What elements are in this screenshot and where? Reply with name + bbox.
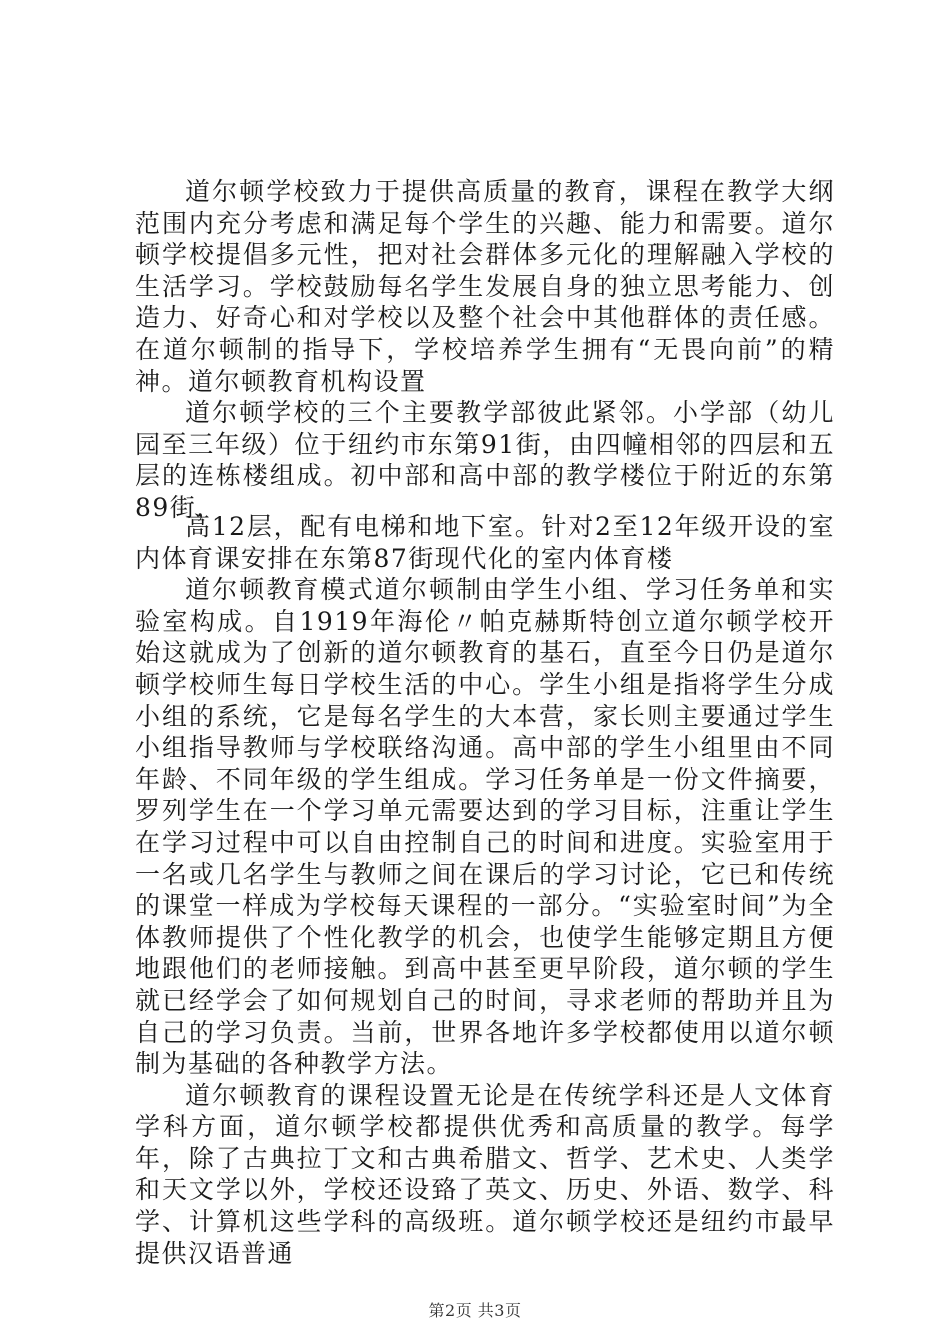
- paragraph-curriculum: 道尔顿教育的课程设置无论是在传统学科还是人文体育学科方面，道尔顿学校都提供优秀和高质量的教学。每学年，除了古典拉丁文和古典希腊文、哲学、艺术史、人类学和天文学以外，学校还设臵了英文、历史、外语、数学、科学、计算机这些学科的高级班。道尔顿学校还是纽约市最早提供汉语普通: [135, 1080, 835, 1268]
- text-block-bottom: [135, 511, 835, 1269]
- page-number-footer: 第2页 共3页: [428, 1301, 522, 1320]
- paragraph-intro: 道尔顿学校致力于提供高质量的教育，课程在教学大纲范围内充分考虑和满足每个学生的兴趣、能力和需要。道尔顿学校提倡多元性，把对社会群体多元化的理解融入学校的生活学习。学校鼓励每名学生发展自身的独立思考能力、创造力、好奇心和对学校以及整个社会中其他群体的责任感。在道尔顿制的指导下，学校培养学生拥有“无畏向前”的精神。道尔顿教育机构设置: [135, 177, 835, 396]
- paragraph-dalton-plan: 道尔顿教育模式道尔顿制由学生小组、学习任务单和实验室构成。自1919年海伦〃帕克赫斯特创立道尔顿学校开始这就成为了创新的道尔顿教育的基石，直至今日仍是道尔顿学校师生每日学校生活的中心。学生小组是指将学生分成小组的系统，它是每名学生的大本营，家长则主要通过学生小组指导教师与学校联络沟通。高中部的学生小组里由不同年龄、不同年级的学生组成。学习任务单是一份文件摘要，罗列学生在一个学习单元需要达到的学习目标，注重让学生在学习过程中可以自由控制自己的时间和进度。实验室用于一名或几名学生与教师之间在课后的学习讨论，它已和传统的课堂一样成为学校每天课程的一部分。“实验室时间”为全体教师提供了个性化教学的机会，也使学生能够定期且方便地跟他们的老师接触。到高中甚至更早阶段，道尔顿的学生就已经学会了如何规划自己的时间，寻求老师的帮助并且为自己的学习负责。当前，世界各地许多学校都使用以道尔顿制为基础的各种教学方法。: [135, 575, 835, 1079]
- text-block-top: [135, 176, 835, 524]
- paragraph-divisions: 道尔顿学校的三个主要教学部彼此紧邻。小学部（幼儿园至三年级）位于纽约市东第91街，由四幢相邻的四层和五层的连栋楼组成。初中部和高中部的教学楼位于附近的东第89街，: [135, 398, 835, 522]
- paragraph-building: 高12层，配有电梯和地下室。针对2至12年级开设的室内体育课安排在东第87街现代化的室内体育楼: [135, 512, 835, 573]
